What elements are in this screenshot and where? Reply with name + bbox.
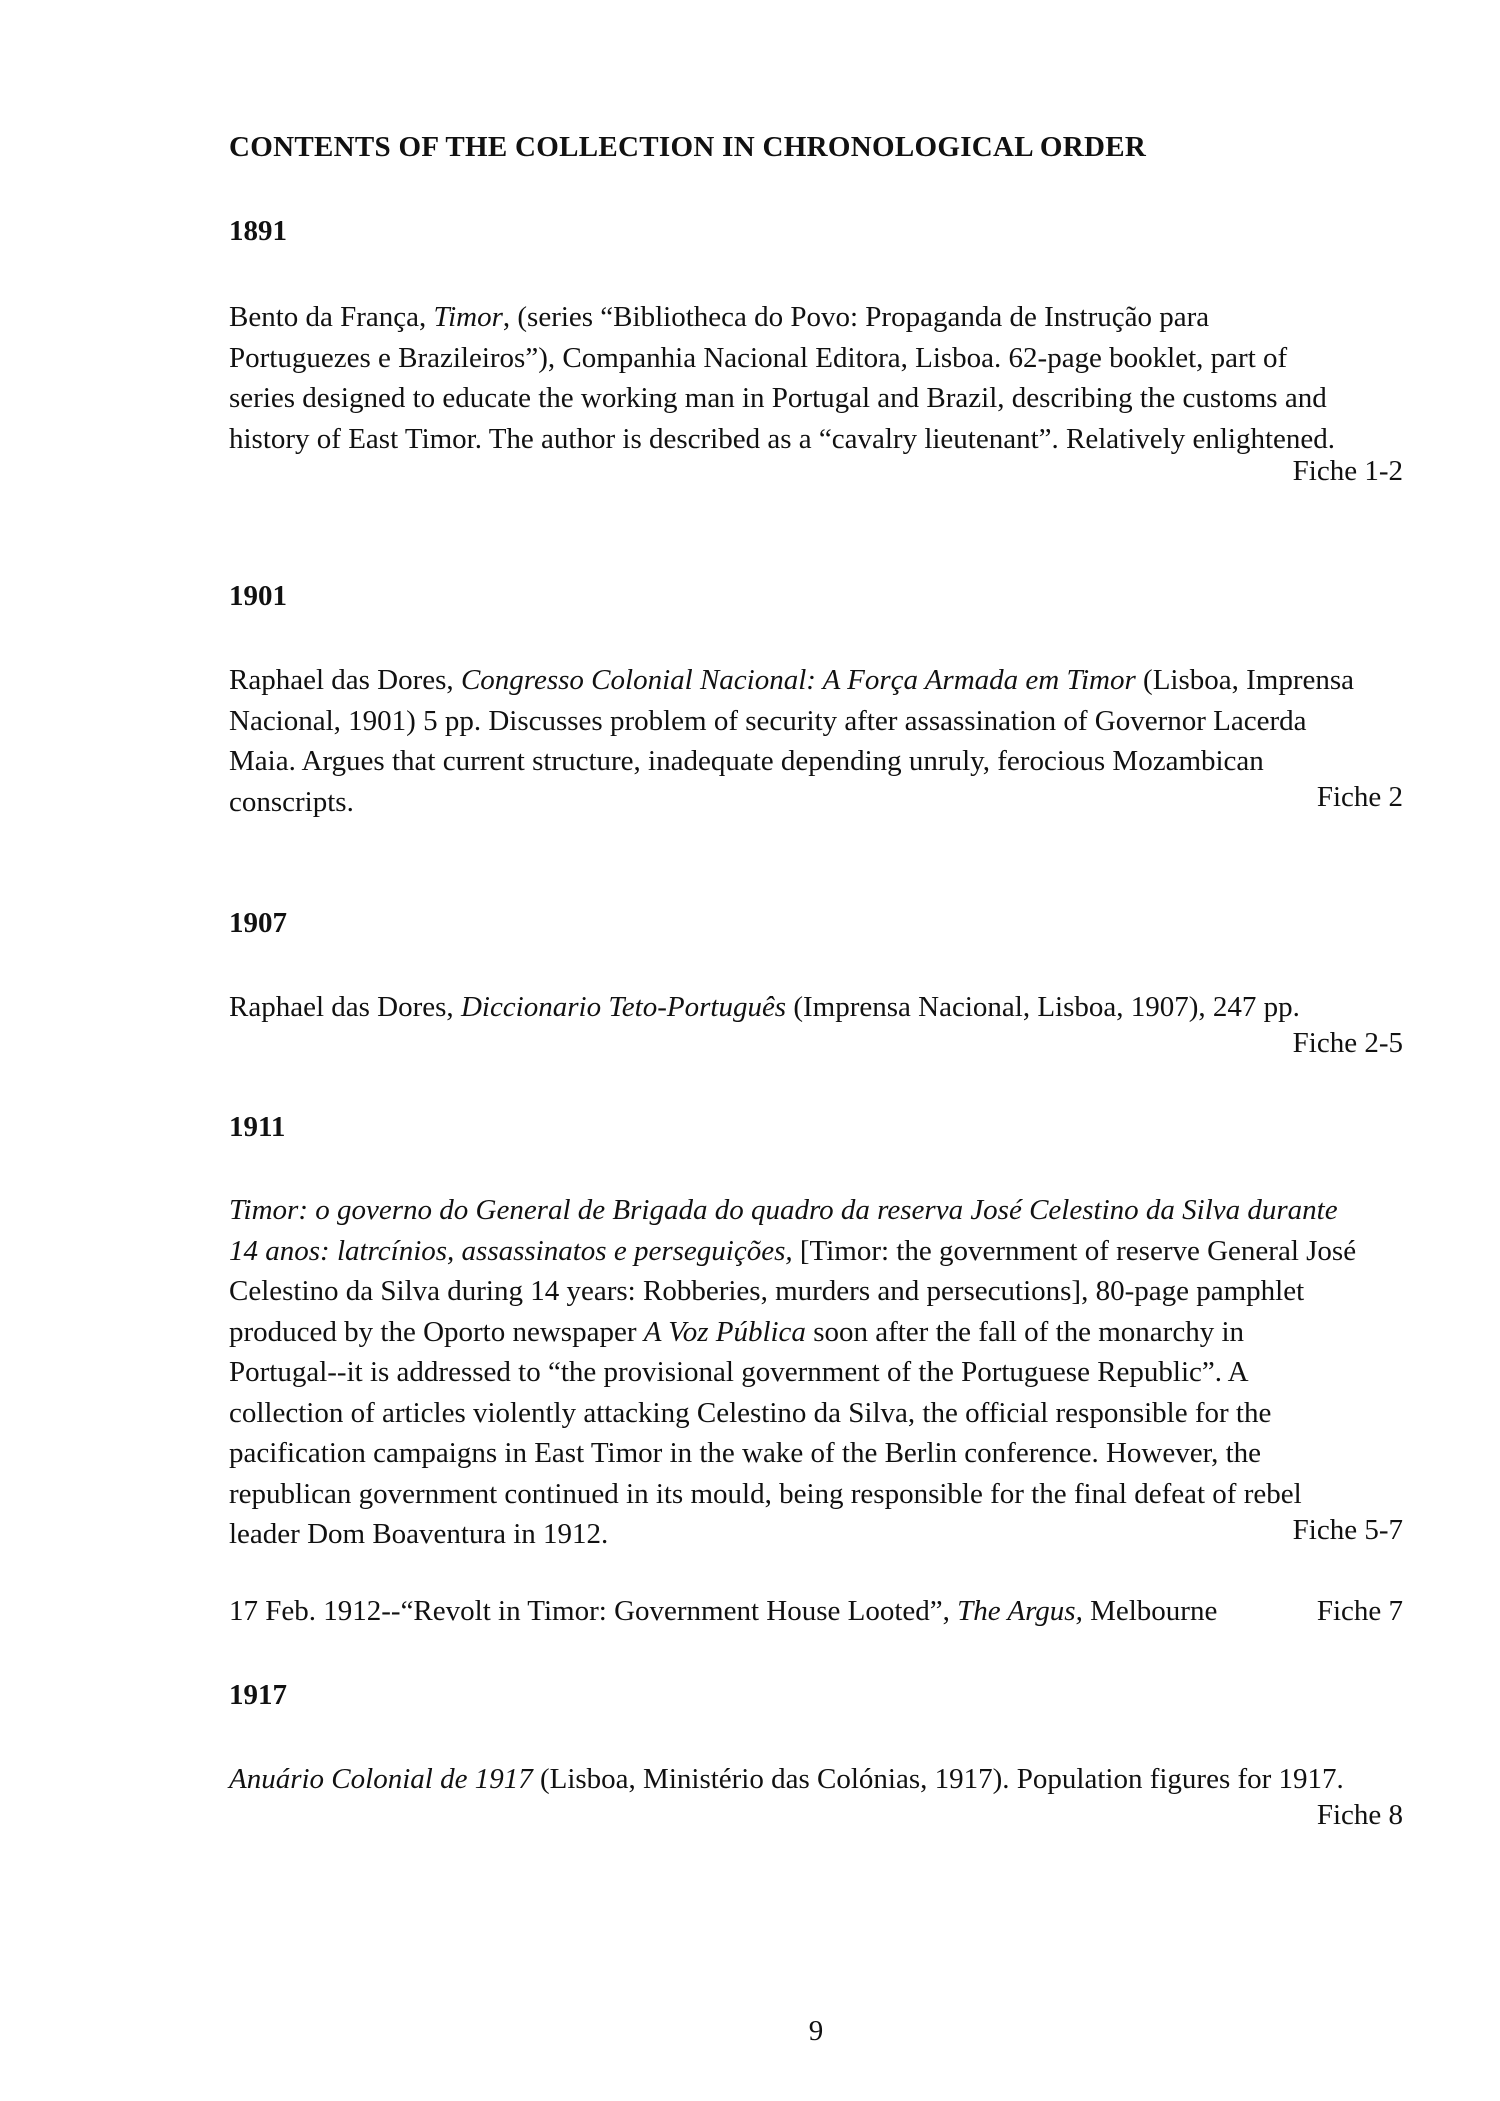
entry-1911-line-6: collection of articles violently attacking Celestino da Silva, the official responsible for the <box>229 1396 1272 1429</box>
entry-1891-line-2: Portuguezes e Brazileiros”), Companhia Nacional Editora, Lisboa. 62-page booklet, part of <box>229 341 1288 374</box>
year-heading-1891: 1891 <box>229 215 287 247</box>
entry-1912: 17 Feb. 1912--“Revolt in Timor: Government House Looted”, The Argus, Melbourne <box>229 1595 1218 1627</box>
fiche-ref-1901: Fiche 2 <box>1316 781 1403 813</box>
fiche-ref-1907: Fiche 2-5 <box>1292 1027 1403 1059</box>
entry-1891 <box>229 297 1379 459</box>
entry-1911-line-2: 14 anos: latrcínios, assassinatos e perseguições, [Timor: the government of reserve General José <box>229 1234 1357 1267</box>
entry-1911-line-3: Celestino da Silva during 14 years: Robberies, murders and persecutions], 80-page pamphlet <box>229 1275 1305 1307</box>
fiche-ref-1917: Fiche 8 <box>1316 1799 1403 1831</box>
entry-1907 <box>229 987 1379 1028</box>
fiche-ref-1911: Fiche 5-7 <box>1292 1514 1403 1546</box>
entry-1917-line-1: Anuário Colonial de 1917 (Lisboa, Ministério das Colónias, 1917). Population figures for 1917. <box>229 1763 1344 1795</box>
entry-1901-line-1: Raphael das Dores, Congresso Colonial Nacional: A Força Armada em Timor (Lisboa, Imprensa <box>229 664 1355 696</box>
entry-1911-line-7: pacification campaigns in East Timor in the wake of the Berlin conference. However, the <box>229 1437 1262 1469</box>
entry-1911-line-5: Portugal--it is addressed to “the provisional government of the Portuguese Republic”. A <box>229 1356 1249 1388</box>
year-heading-1911: 1911 <box>229 1111 286 1143</box>
year-heading-1901: 1901 <box>229 580 287 612</box>
year-heading-1907: 1907 <box>229 907 287 939</box>
entry-1901-line-3: Maia. Argues that current structure, inadequate depending unruly, ferocious Mozambican <box>229 745 1264 777</box>
entry-1901 <box>229 660 1379 822</box>
entry-1911-line-4: produced by the Oporto newspaper A Voz Pública soon after the fall of the monarchy in <box>229 1315 1245 1348</box>
page-number: 9 <box>808 2015 824 2047</box>
entry-1891-line-4: history of East Timor. The author is described as a “cavalry lieutenant”. Relatively enlightened. <box>229 422 1336 455</box>
entry-1911 <box>229 1190 1379 1555</box>
entry-1911-line-9: leader Dom Boaventura in 1912. <box>229 1518 609 1550</box>
entry-1901-line-2: Nacional, 1901) 5 pp. Discusses problem of security after assassination of Governor Lacerda <box>229 704 1307 737</box>
entry-1891-line-1: Bento da França, Timor, (series “Bibliotheca do Povo: Propaganda de Instrução para <box>229 301 1210 333</box>
fiche-ref-1912: Fiche 7 <box>1316 1595 1403 1627</box>
entry-1917 <box>229 1759 1379 1800</box>
fiche-ref-1891: Fiche 1-2 <box>1292 455 1403 487</box>
entry-1911-line-1: Timor: o governo do General de Brigada do quadro da reserva José Celestino da Silva durante <box>229 1194 1338 1226</box>
entry-1891-line-3: series designed to educate the working man in Portugal and Brazil, describing the customs and <box>229 382 1327 414</box>
page-title: CONTENTS OF THE COLLECTION IN CHRONOLOGICAL ORDER <box>229 131 1147 163</box>
entry-1907-line-1: Raphael das Dores, Diccionario Teto-Português (Imprensa Nacional, Lisboa, 1907), 247 pp. <box>229 991 1300 1023</box>
entry-1901-line-4: conscripts. <box>229 785 354 818</box>
year-heading-1917: 1917 <box>229 1679 287 1711</box>
entry-1911-line-8: republican government continued in its mould, being responsible for the final defeat of rebel <box>229 1477 1302 1510</box>
